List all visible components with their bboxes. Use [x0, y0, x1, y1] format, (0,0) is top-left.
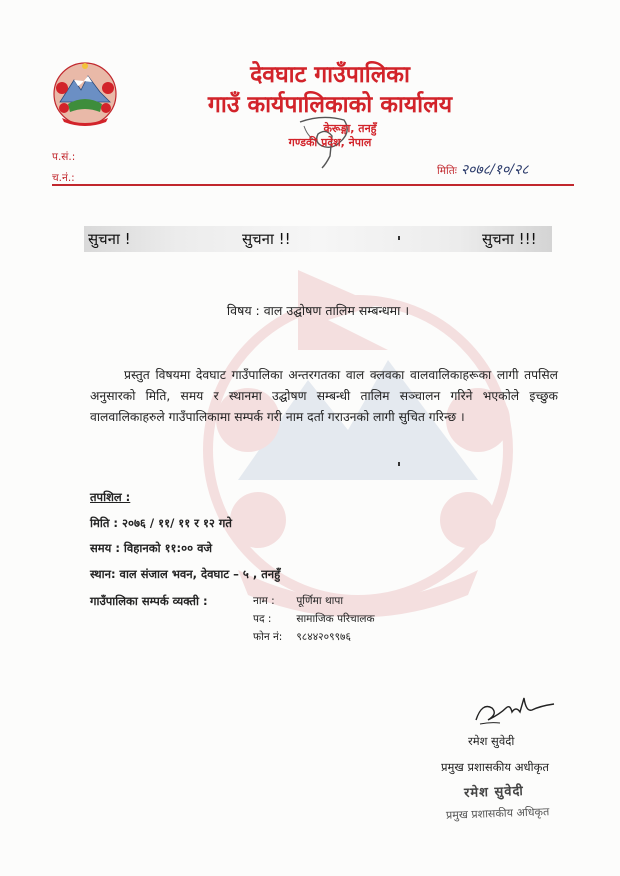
date-value: २०७८/१०/२८ [460, 162, 529, 178]
letter-subject: विषय : वाल उद्घोषण तालिम सम्बन्धमा । [226, 303, 410, 318]
contact-name-value: पूर्णिमा थापा [296, 595, 344, 607]
notice-banner [84, 226, 552, 252]
contact-name-key: नाम : [253, 595, 275, 607]
ink-speck [398, 462, 400, 466]
address-line-1: केरूङ्गा, तनहुँ [323, 122, 377, 135]
office-name-heading [150, 60, 510, 120]
contact-phone-row [253, 630, 351, 644]
details-date: मिति : २०७६ / ११/ ११ र १२ गते [90, 516, 232, 530]
seal-title: प्रमुख प्रशासकीय अधिकृत [445, 805, 550, 822]
contact-person-label: गाउँपालिका सम्पर्क व्यक्ती : [90, 594, 208, 608]
office-address [150, 122, 510, 150]
ink-speck [398, 236, 400, 240]
letter-body: प्रस्तुत विषयमा देवघाट गाउँपालिका अन्तरगतका वाल क्लवका वालवालिकाहरूका लागी तपसिल अनुसारको मिति, समय र स्थानमा उद्घोषण सम्बन्धी तालिम सञ्चालन गरिने भएकोले इच्छुक वालवालिकाहरुले गाउँपालिकामा सम्पर्क गरी नाम दर्ता गराउनको लागी सुचित गरिन्छ । [90, 368, 558, 424]
notice-word-2: सुचना !! [242, 230, 291, 248]
contact-phone-key: फोन नं: [253, 631, 283, 643]
notice-word-1: सुचना ! [88, 230, 131, 248]
details-heading: तपशिल : [90, 490, 131, 504]
contact-phone-value: ९८४४२०९९७६ [296, 631, 351, 643]
details-place: स्थान: वाल संजाल भवन, देवघाट – ५ , तनहुँ [90, 567, 281, 581]
address-line-2: गण्डकी प्रदेश, नेपाल [288, 136, 372, 149]
office-line-1: देवघाट गाउँपालिका [250, 62, 410, 88]
handwritten-signature-icon [470, 690, 560, 730]
notice-word-3: सुचना !!! [482, 230, 537, 248]
reference-ps-label: प.सं.: [52, 151, 76, 163]
signer-name: रमेश सुवेदी [468, 734, 515, 748]
contact-post-key: पद : [253, 613, 272, 625]
seal-name: रमेश सुवेदी [463, 783, 525, 802]
date-label: मितिः [437, 165, 457, 177]
header-divider [52, 184, 574, 186]
contact-post-value: सामाजिक परिचालक [296, 613, 375, 625]
signer-title: प्रमुख प्रशासकीय अधीकृत [441, 760, 549, 774]
reference-cn-label: च.नं.: [52, 172, 75, 184]
office-line-2: गाउँ कार्यपालिकाको कार्यालय [207, 92, 453, 118]
details-time: समय : विहानको ११:०० वजे [90, 541, 213, 555]
nepal-emblem-icon [50, 58, 120, 128]
contact-name-row [253, 594, 343, 608]
letter-date [437, 160, 529, 179]
contact-post-row [253, 612, 375, 626]
